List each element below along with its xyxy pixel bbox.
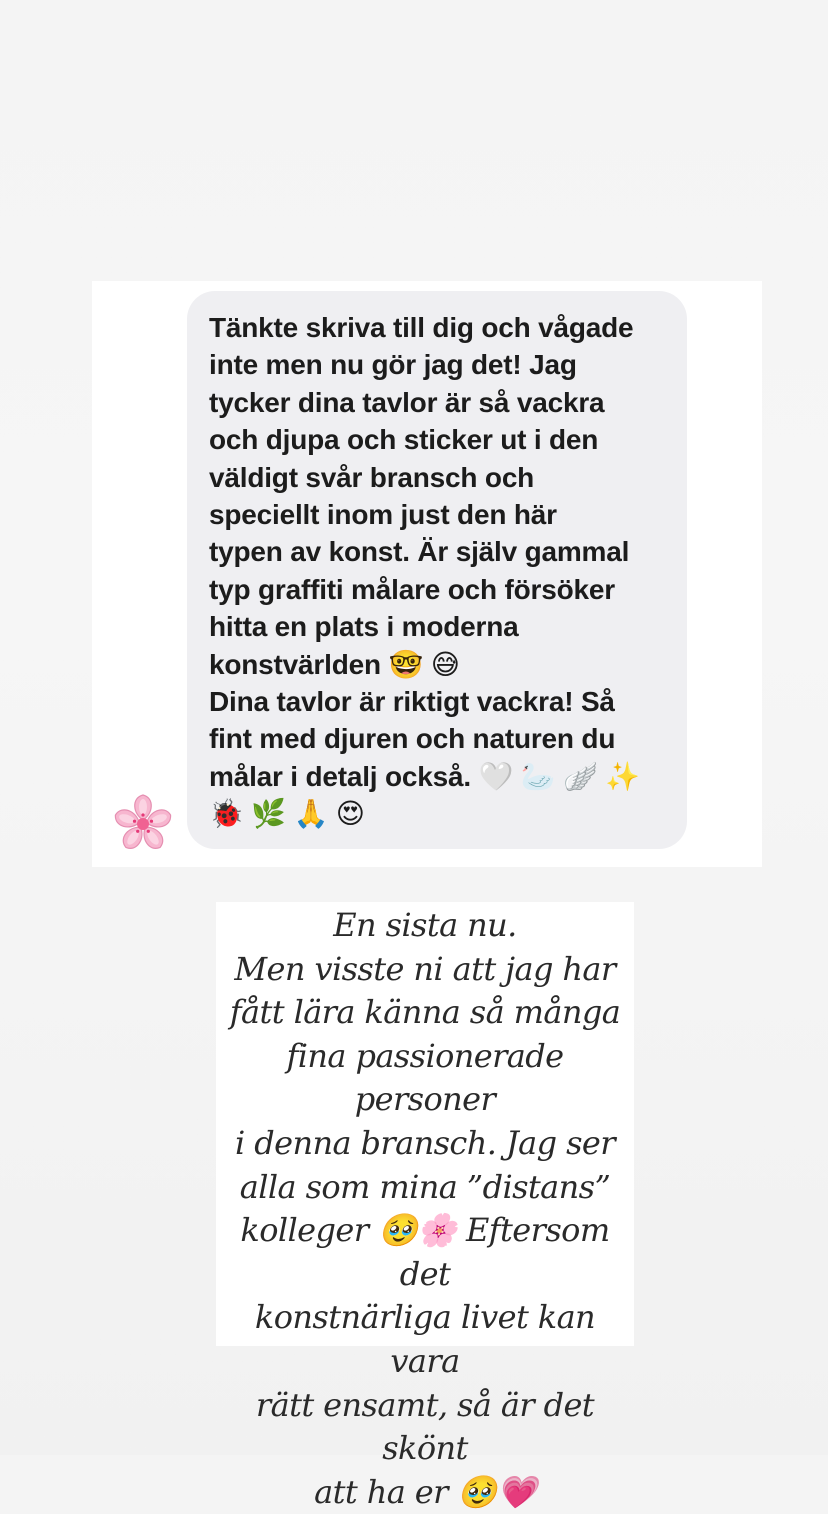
message-text: Tänkte skriva till dig och vågade inte men nu gör jag det! Jag tycker dina tavlor är så vackra och djupa och sticker ut i den väldigt svår bransch och speciellt inom just den här typen av konst. Är själv gammal typ graffiti målare och försöker hitta en plats i moderna konstvärlden 🤓 😅 Dina tavlor är riktigt vackra! Så fint med djuren och naturen du målar i detalj också. 🤍 🦢 🪽 ✨ 🐞 🌿 🙏 😍	[209, 312, 640, 830]
dm-screenshot-card	[92, 281, 762, 867]
story-caption-text: En sista nu. Men visste ni att jag har fått lära känna så många fina passionerade personer i denna bransch. Jag ser alla som mina ”distans” kolleger 🥹🌸 Eftersom det konstnärliga livet kan vara rätt ensamt, så är det skönt att ha er 🥹💗	[229, 906, 621, 1511]
sender-avatar	[110, 791, 176, 857]
message-bubble	[187, 291, 687, 849]
cherry-blossom-icon	[111, 792, 175, 856]
story-caption-box	[216, 902, 634, 1511]
